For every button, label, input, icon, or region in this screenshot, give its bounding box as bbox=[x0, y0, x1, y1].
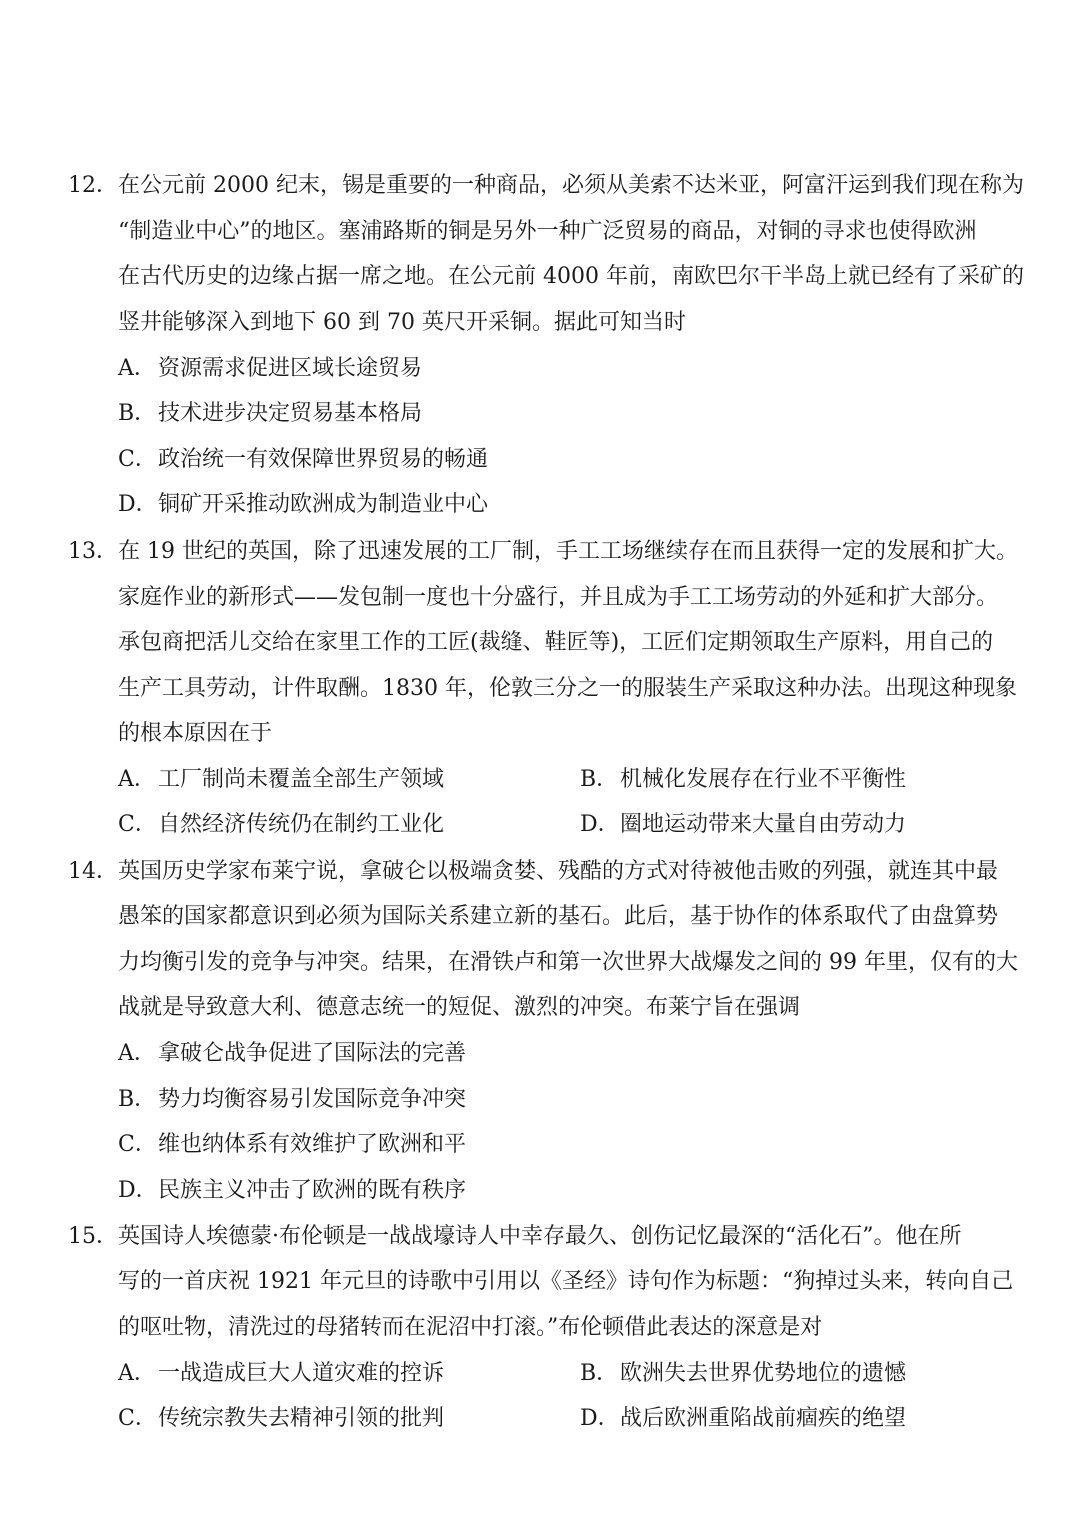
option-d bbox=[580, 811, 906, 839]
option-letter: D． bbox=[118, 492, 158, 517]
question-stem-line: 竖井能够深入到地下 60 到 70 英尺开采铜。据此可知当时 bbox=[118, 310, 686, 335]
question-number: 15． bbox=[68, 1224, 118, 1249]
option-c bbox=[118, 811, 444, 839]
option-letter: B． bbox=[580, 1361, 619, 1386]
option-letter: D． bbox=[580, 1406, 620, 1431]
option-text: 传统宗教失去精神引领的批判 bbox=[158, 1406, 445, 1431]
option-b bbox=[118, 400, 422, 428]
option-letter: A． bbox=[118, 1041, 156, 1066]
question-stem-line: 愚笨的国家都意识到必须为国际关系建立新的基石。此后，基于协作的体系取代了由盘算势 bbox=[118, 904, 999, 929]
option-letter: D． bbox=[580, 812, 620, 837]
option-b bbox=[580, 1360, 906, 1388]
option-text: 自然经济传统仍在制约工业化 bbox=[158, 812, 445, 837]
option-text: 维也纳体系有效维护了欧洲和平 bbox=[158, 1132, 467, 1157]
question-stem-line: 在 19 世纪的英国，除了迅速发展的工厂制，手工工场继续存在而且获得一定的发展和扩大。 bbox=[118, 539, 1018, 564]
option-letter: C． bbox=[118, 447, 157, 472]
question-stem-line: 英国诗人埃德蒙·布伦顿是一战战壕诗人中幸存最久、创伤记忆最深的“活化石”。他在所 bbox=[118, 1224, 962, 1249]
option-a bbox=[118, 766, 444, 794]
option-letter: C． bbox=[118, 1406, 157, 1431]
option-letter: B． bbox=[580, 767, 619, 792]
option-letter: B． bbox=[118, 1087, 157, 1112]
question-stem-line: 承包商把活儿交给在家里工作的工匠(裁缝、鞋匠等)，工匠们定期领取生产原料，用自己的 bbox=[118, 630, 994, 655]
option-letter: C． bbox=[118, 812, 157, 837]
option-a bbox=[118, 1040, 466, 1068]
question-number: 13． bbox=[68, 539, 118, 564]
option-letter: A． bbox=[118, 767, 156, 792]
option-d bbox=[118, 491, 488, 519]
option-letter: A． bbox=[118, 356, 156, 381]
option-c bbox=[118, 1405, 444, 1433]
option-b bbox=[118, 1086, 466, 1114]
option-text: 技术进步决定贸易基本格局 bbox=[158, 401, 423, 426]
question-stem-line: 在公元前 2000 纪末，锡是重要的一种商品，必须从美索不达米亚，阿富汗运到我们现在称为 bbox=[118, 173, 1024, 198]
option-c bbox=[118, 1131, 466, 1159]
option-text: 铜矿开采推动欧洲成为制造业中心 bbox=[158, 492, 489, 517]
option-text: 政治统一有效保障世界贸易的畅通 bbox=[158, 447, 489, 472]
option-text: 民族主义冲击了欧洲的既有秩序 bbox=[158, 1178, 467, 1203]
option-letter: B． bbox=[118, 401, 157, 426]
option-b bbox=[580, 766, 906, 794]
option-text: 势力均衡容易引发国际竞争冲突 bbox=[158, 1087, 467, 1112]
option-text: 拿破仑战争促进了国际法的完善 bbox=[158, 1041, 467, 1066]
option-a bbox=[118, 1360, 444, 1388]
option-d bbox=[580, 1405, 906, 1433]
option-text: 一战造成巨大人道灾难的控诉 bbox=[158, 1361, 445, 1386]
question-stem-line: 的呕吐物，清洗过的母猪转而在泥沼中打滚。”布伦顿借此表达的深意是对 bbox=[118, 1315, 823, 1340]
option-text: 资源需求促进区域长途贸易 bbox=[158, 356, 423, 381]
question-stem-line: 写的一首庆祝 1921 年元旦的诗歌中引用以《圣经》诗句作为标题：“狗掉过头来，转向自己 bbox=[118, 1269, 1014, 1294]
question-stem-line: 在古代历史的边缘占据一席之地。在公元前 4000 年前，南欧巴尔干半岛上就已经有了采矿的 bbox=[118, 264, 1024, 289]
option-letter: C． bbox=[118, 1132, 157, 1157]
question-stem-line: 战就是导致意大利、德意志统一的短促、激烈的冲突。布莱宁旨在强调 bbox=[118, 995, 801, 1020]
question-stem-line: 的根本原因在于 bbox=[118, 721, 273, 746]
option-text: 战后欧洲重陷战前痼疾的绝望 bbox=[620, 1406, 907, 1431]
option-text: 圈地运动带来大量自由劳动力 bbox=[620, 812, 907, 837]
question-stem-line: 家庭作业的新形式——发包制一度也十分盛行，并且成为手工工场劳动的外延和扩大部分。 bbox=[118, 585, 999, 610]
option-d bbox=[118, 1177, 466, 1205]
option-letter: D． bbox=[118, 1178, 158, 1203]
question-stem-line: 英国历史学家布莱宁说，拿破仑以极端贪婪、残酷的方式对待被他击败的列强，就连其中最 bbox=[118, 859, 999, 884]
question-stem-line: “制造业中心”的地区。塞浦路斯的铜是另外一种广泛贸易的商品，对铜的寻求也使得欧洲 bbox=[118, 219, 977, 244]
option-c bbox=[118, 446, 488, 474]
question-number: 14． bbox=[68, 859, 118, 884]
option-text: 欧洲失去世界优势地位的遗憾 bbox=[620, 1361, 907, 1386]
option-a bbox=[118, 355, 422, 383]
option-text: 机械化发展存在行业不平衡性 bbox=[620, 767, 907, 792]
question-stem-line: 生产工具劳动，计件取酬。1830 年，伦敦三分之一的服装生产采取这种办法。出现这种现象 bbox=[118, 676, 1017, 701]
question-stem-line: 力均衡引发的竞争与冲突。结果，在滑铁卢和第一次世界大战爆发之间的 99 年里，仅有的大 bbox=[118, 950, 1018, 975]
option-text: 工厂制尚未覆盖全部生产领域 bbox=[158, 767, 445, 792]
question-number: 12． bbox=[68, 173, 118, 198]
option-letter: A． bbox=[118, 1361, 156, 1386]
